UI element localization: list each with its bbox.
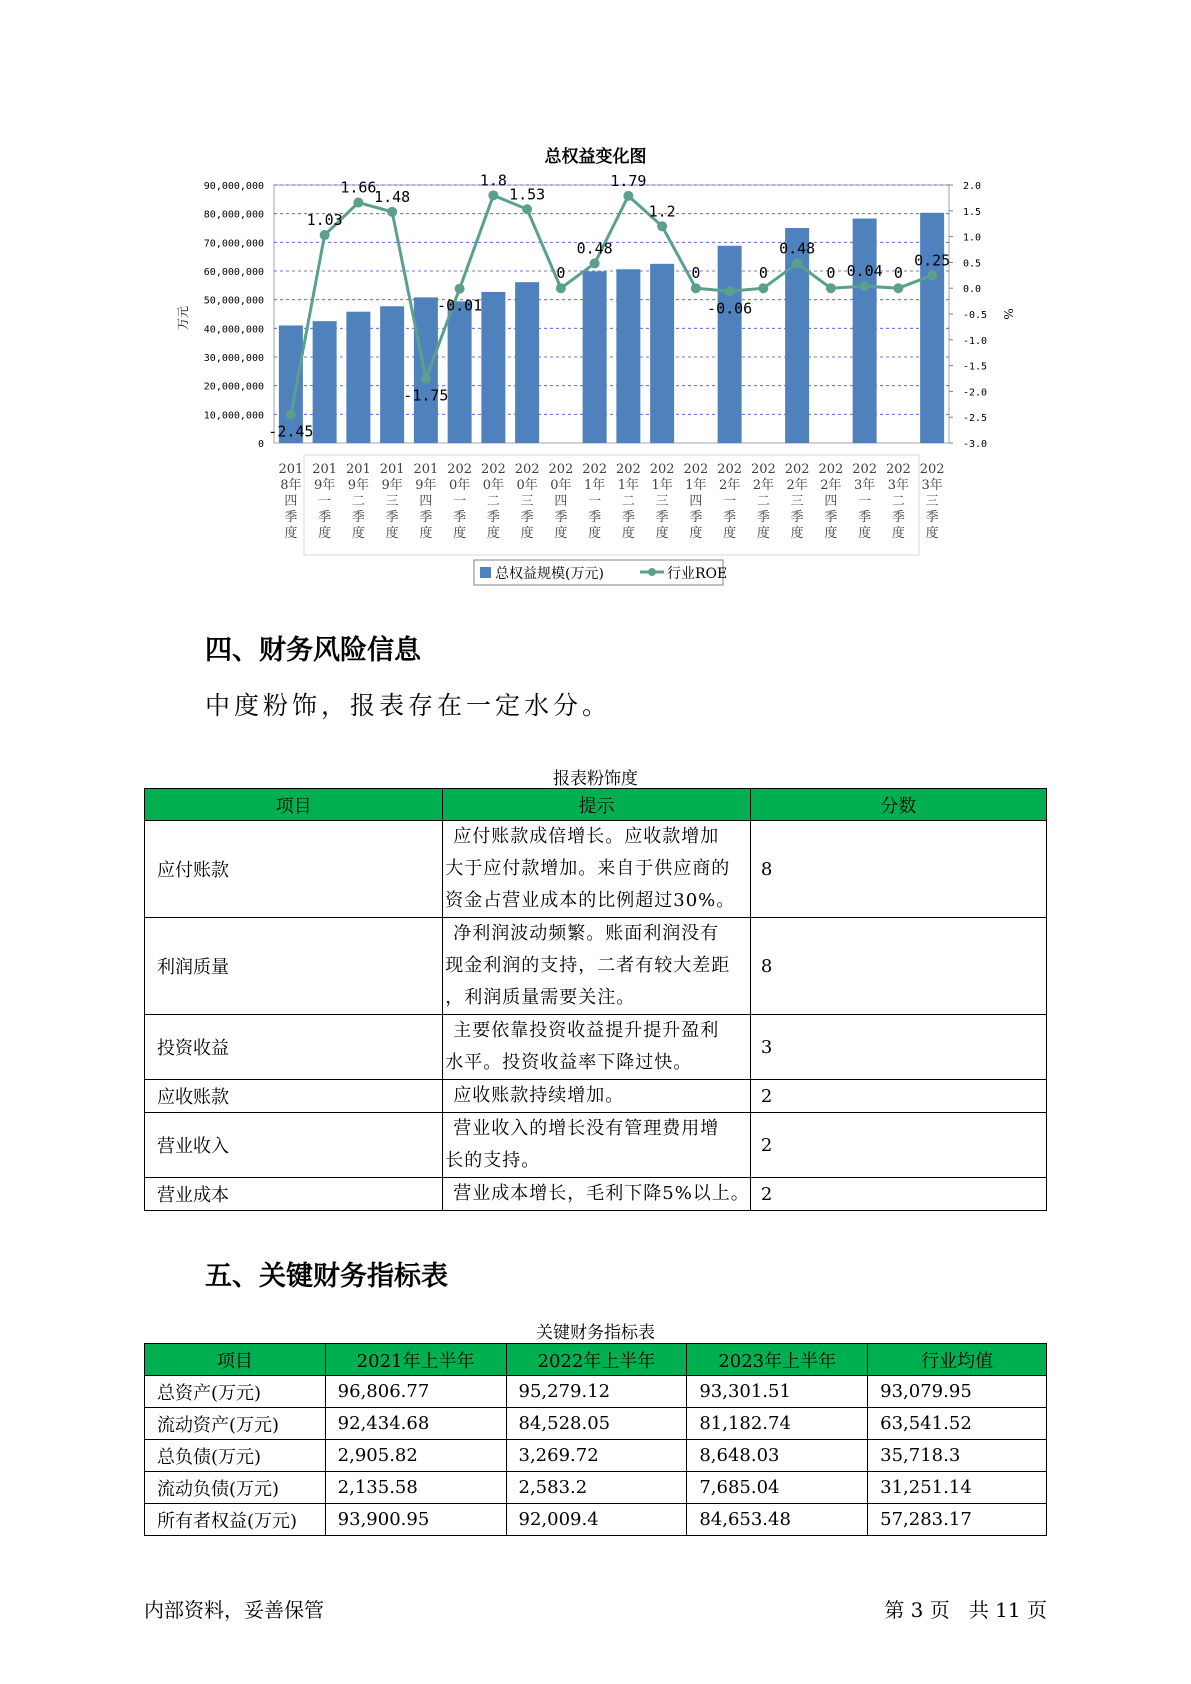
risk-summary: 中度粉饰，报表存在一定水分。 [205,691,612,720]
y-tick-label: 60,000,000 [203,267,264,278]
footer-page-number: 第 3 页 共 11 页 [884,1598,1047,1622]
y-tick-label: 10,000,000 [203,410,264,422]
kpi-header-2021: 2021年上半年 [325,1344,506,1376]
roe-point [657,221,667,231]
risk-item: 应收账款 [145,1080,443,1113]
risk-hint-line: 净利润波动频繁。账面利润没有 [453,923,720,944]
risk-score: 8 [750,918,1046,1015]
kpi-header-item: 项目 [145,1344,326,1376]
risk-item: 利润质量 [145,918,443,1015]
kpi-item: 所有者权益(万元) [145,1504,326,1536]
risk-score: 3 [750,1015,1046,1080]
risk-item: 营业收入 [145,1113,443,1178]
equity-bar [583,271,607,443]
roe-point [522,204,532,214]
kpi-item: 总负债(万元) [145,1440,326,1472]
kpi-value: 92,009.4 [506,1504,687,1536]
kpi-item: 流动负债(万元) [145,1472,326,1504]
roe-data-label: 0 [893,264,903,283]
y-tick-label: 30,000,000 [203,353,264,364]
y2-tick-label: -2.5 [963,413,988,425]
risk-table-row [145,1015,1047,1080]
risk-item: 营业成本 [145,1178,443,1211]
risk-hint [443,821,751,918]
kpi-table-row [145,1408,1047,1440]
section-4-heading: 四、财务风险信息 [205,635,421,666]
kpi-value: 81,182.74 [687,1408,868,1440]
kpi-value: 2,905.82 [325,1440,506,1472]
kpi-value: 93,301.51 [687,1376,868,1408]
x-tick-label: 202 1年四季度 [683,462,709,541]
x-tick-label: 202 2年二季度 [750,462,776,541]
kpi-header-industry: 行业均值 [868,1344,1047,1376]
x-tick-label: 201 9年四季度 [413,462,439,541]
risk-table [144,788,1047,1211]
equity-bar [650,264,674,443]
kpi-value: 93,900.95 [325,1504,506,1536]
roe-data-label: -0.01 [437,296,483,315]
risk-header-hint: 提示 [443,789,751,821]
roe-point [590,258,600,268]
kpi-value: 2,583.2 [506,1472,687,1504]
plot-area [274,185,949,443]
x-tick-label: 202 2年一季度 [717,462,743,541]
risk-table-row [145,918,1047,1015]
legend-line-label: 行业ROE [667,566,728,582]
kpi-value: 95,279.12 [506,1376,687,1408]
section-5-heading: 五、关键财务指标表 [205,1261,448,1292]
roe-data-label: 1.03 [306,211,343,230]
risk-hint-line: 水平。投资收益率下降过快。 [445,1052,693,1073]
y2-tick-label: 2.0 [963,181,982,192]
kpi-value: 84,653.48 [687,1504,868,1536]
y-tick-label: 50,000,000 [203,295,264,307]
equity-bar [515,282,539,443]
roe-point [353,198,363,208]
risk-item: 应付账款 [145,821,443,918]
kpi-value: 3,269.72 [506,1440,687,1472]
chart-title: 总权益变化图 [544,147,647,167]
equity-bar [313,321,337,443]
x-tick-label: 201 9年三季度 [379,462,405,541]
risk-hint [443,918,751,1015]
y2-tick-label: -1.0 [963,335,988,347]
roe-data-label: 1.79 [610,171,647,190]
risk-score: 2 [750,1178,1046,1211]
x-tick-label: 202 0年二季度 [480,462,506,541]
kpi-value: 92,434.68 [325,1408,506,1440]
x-tick-label: 202 2年四季度 [818,462,844,541]
roe-point [556,283,566,293]
risk-hint-line: 应收账款持续增加。 [453,1085,625,1106]
x-tick-label: 202 0年一季度 [447,462,473,541]
roe-point [455,284,465,294]
legend-bar-swatch [480,567,491,578]
risk-table-row [145,821,1047,918]
y-tick-label: 80,000,000 [203,209,264,221]
roe-data-label: 0.48 [779,239,816,258]
roe-point [725,286,735,296]
x-tick-label: 202 3年一季度 [852,462,878,541]
x-tick-label: 202 3年二季度 [885,462,911,541]
risk-item: 投资收益 [145,1015,443,1080]
y-tick-label: 20,000,000 [203,381,264,393]
x-tick-label: 202 2年三季度 [784,462,810,541]
roe-data-label: 1.48 [374,187,411,206]
y2-tick-label: -3.0 [963,439,988,450]
roe-point [623,191,633,201]
x-tick-label: 202 1年三季度 [649,462,675,541]
roe-point [320,230,330,240]
kpi-table-row [145,1440,1047,1472]
risk-hint-line: ，利润质量需要关注。 [445,987,636,1008]
y2-tick-label: 1.5 [963,206,982,218]
roe-point [387,207,397,217]
roe-data-label: 1.66 [340,178,377,197]
equity-bar [920,213,944,443]
risk-table-row [145,1178,1047,1211]
kpi-header-2023: 2023年上半年 [687,1344,868,1376]
y2-tick-label: -2.0 [963,387,988,399]
y-tick-label: 0 [257,439,264,450]
kpi-value: 96,806.77 [325,1376,506,1408]
equity-bar [414,297,438,443]
risk-table-row [145,1113,1047,1178]
roe-data-label: 0 [556,264,566,283]
kpi-value: 57,283.17 [868,1504,1047,1536]
risk-table-row [145,1080,1047,1113]
kpi-value: 2,135.58 [325,1472,506,1504]
equity-bar [616,269,640,443]
risk-hint-line: 大于应付款增加。来自于供应商的 [445,858,731,879]
roe-point [691,283,701,293]
y2-tick-label: -1.5 [963,361,988,373]
roe-data-label: 0 [826,264,836,283]
kpi-value: 63,541.52 [868,1408,1047,1440]
roe-data-label: 0.25 [914,251,951,270]
risk-hint-line: 资金占营业成本的比例超过30%。 [445,890,736,911]
roe-data-label: 0.04 [846,262,883,281]
risk-hint-line: 现金利润的支持，二者有较大差距 [445,955,731,976]
risk-table-caption: 报表粉饰度 [553,769,638,789]
roe-point [927,270,937,280]
risk-hint [443,1015,751,1080]
kpi-item: 流动资产(万元) [145,1408,326,1440]
roe-data-label: 0.48 [576,239,613,258]
kpi-value: 93,079.95 [868,1376,1047,1408]
y2-tick-label: 0.5 [963,258,982,270]
roe-point [286,410,296,420]
risk-hint-line: 营业收入的增长没有管理费用增 [453,1118,720,1139]
y2-axis-label: % [1001,308,1015,320]
kpi-value: 84,528.05 [506,1408,687,1440]
x-tick-label: 202 3年三季度 [919,462,945,541]
kpi-table-row [145,1504,1047,1536]
kpi-value: 35,718.3 [868,1440,1047,1472]
x-tick-label: 202 0年四季度 [548,462,574,541]
risk-hint-line: 营业成本增长，毛利下降5%以上。 [453,1183,750,1204]
kpi-value: 8,648.03 [687,1440,868,1472]
risk-hint-line: 长的支持。 [445,1150,541,1171]
y2-tick-label: 0.0 [963,284,982,296]
kpi-value: 31,251.14 [868,1472,1047,1504]
roe-data-label: 0 [758,264,768,283]
risk-score: 8 [750,821,1046,918]
roe-data-label: -0.06 [707,299,753,318]
roe-data-label: 1.53 [509,185,546,204]
x-tick-label: 201 9年一季度 [312,462,338,541]
kpi-table-caption: 关键财务指标表 [536,1323,655,1343]
roe-point [893,283,903,293]
equity-bar [718,246,742,443]
kpi-table [144,1343,1047,1536]
y2-tick-label: 1.0 [963,232,982,244]
risk-header-item: 项目 [145,789,443,821]
equity-bar [448,301,472,443]
kpi-table-row [145,1376,1047,1408]
legend-line-marker [648,568,656,576]
kpi-item: 总资产(万元) [145,1376,326,1408]
kpi-value: 7,685.04 [687,1472,868,1504]
roe-data-label: -2.45 [268,422,314,441]
y-axis-label: 万元 [176,305,190,331]
x-tick-label: 201 9年二季度 [345,462,371,541]
x-tick-label: 202 1年一季度 [582,462,608,541]
y-tick-label: 40,000,000 [203,324,264,336]
roe-point [792,258,802,268]
x-tick-label: 202 1年二季度 [615,462,641,541]
y2-tick-label: -0.5 [963,310,988,321]
legend-bar-label: 总权益规模(万元) [495,566,604,582]
roe-data-label: 1.2 [648,202,676,221]
roe-point [758,283,768,293]
risk-hint-line: 应付账款成倍增长。应收款增加 [453,826,720,847]
roe-point [488,190,498,200]
roe-point [826,283,836,293]
y-tick-label: 70,000,000 [203,238,264,250]
roe-data-label: -1.75 [403,386,449,405]
roe-data-label: 1.8 [479,171,507,190]
roe-point [860,281,870,291]
risk-hint [443,1113,751,1178]
roe-point [421,374,431,384]
equity-bar [481,292,505,443]
risk-header-score: 分数 [750,789,1046,821]
equity-bar [853,219,877,443]
risk-score: 2 [750,1080,1046,1113]
equity-chart [0,0,1191,600]
roe-data-label: 0 [691,264,701,283]
kpi-header-2022: 2022年上半年 [506,1344,687,1376]
risk-hint-line: 主要依靠投资收益提升提升盈利 [453,1020,720,1041]
risk-hint [443,1080,751,1113]
y-tick-label: 90,000,000 [203,181,264,192]
footer-confidential: 内部资料，妥善保管 [144,1598,324,1622]
equity-bar [346,312,370,443]
equity-bar [380,306,404,443]
kpi-table-row [145,1472,1047,1504]
x-tick-label: 202 0年三季度 [514,462,540,541]
risk-hint [443,1178,751,1211]
risk-score: 2 [750,1113,1046,1178]
x-tick-label: 201 8年四季度 [278,462,304,541]
